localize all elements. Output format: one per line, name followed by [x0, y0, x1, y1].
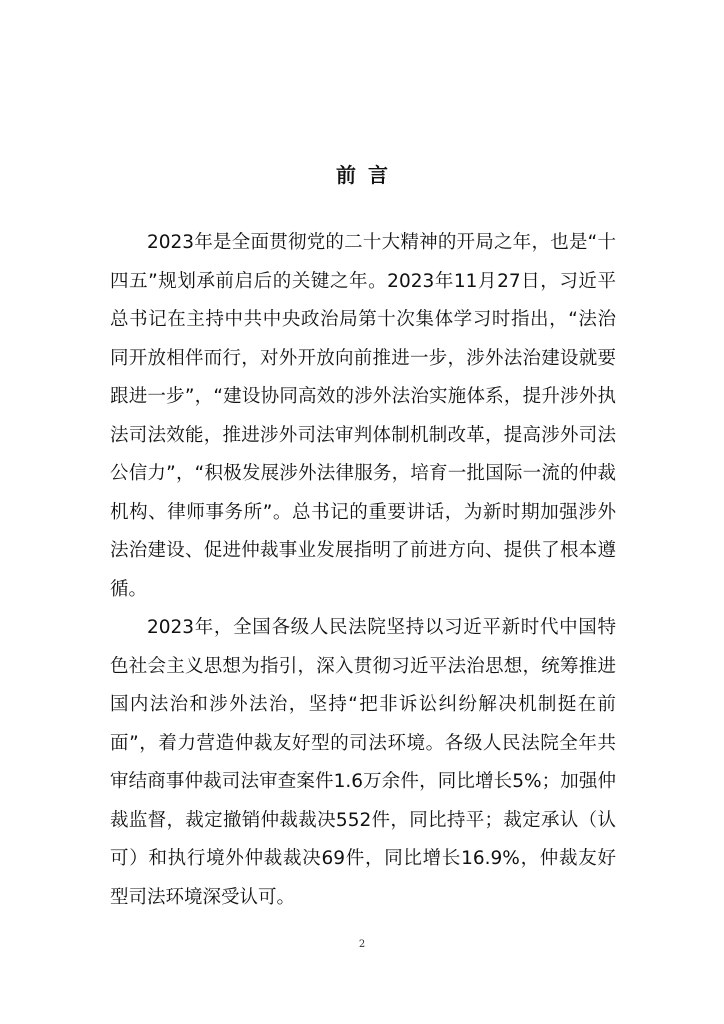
- page-title: 前言: [336, 163, 400, 187]
- paragraph-2: 2023年，全国各级人民法院坚持以习近平新时代中国特色社会主义思想为指引，深入贯彻习近平法治思想，统筹推进国内法治和涉外法治，坚持“把非诉讼纠纷解决机制挺在前面”，着力营造仲裁友好型的司法环境。各级人民法院全年共审结商事仲裁司法审查案件1.6万余件，同比增长5%；加强仲裁监督，裁定撤销仲裁裁决552件，同比持平；裁定承认（认可）和执行境外仲裁裁决69件，同比增长16.9%，仲裁友好型司法环境深受认可。: [110, 617, 616, 908]
- body-text: [110, 224, 616, 917]
- paragraph-1: 2023年是全面贯彻党的二十大精神的开局之年，也是“十四五”规划承前启后的关键之年。2023年11月27日，习近平总书记在主持中共中央政治局第十次集体学习时指出，“法治同开放相伴而行，对外开放向前推进一步，涉外法治建设就要跟进一步”，“建设协同高效的涉外法治实施体系，提升涉外执法司法效能，推进涉外司法审判体制机制改革，提高涉外司法公信力”，“积极发展涉外法律服务，培育一批国际一流的仲裁机构、律师事务所”。总书记的重要讲话，为新时期加强涉外法治建设、促进仲裁事业发展指明了前进方向、提供了根本遵循。: [110, 232, 616, 600]
- page-number: 2: [358, 939, 366, 950]
